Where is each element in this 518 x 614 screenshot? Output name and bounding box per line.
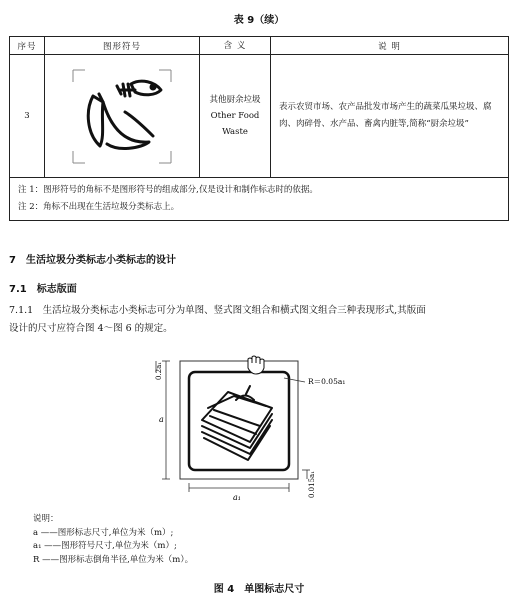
header-description: 说 明	[271, 37, 509, 55]
paragraph-line-2: 设计的尺寸应符合图 4～图 6 的规定。	[9, 323, 173, 334]
note-2: 注 2：角标不出现在生活垃圾分类标志上。	[18, 202, 180, 212]
section-heading-7-1: 7.1 标志版面	[9, 284, 77, 295]
notes-cell	[10, 178, 509, 221]
dim-label-a1: a₁	[233, 493, 241, 502]
dim-label-right: 0.015a₁	[308, 470, 316, 498]
symbol-cell	[45, 55, 200, 178]
figure-legend	[33, 513, 193, 567]
legend-title: 说明：	[33, 514, 59, 524]
header-symbol: 图形符号	[45, 37, 200, 55]
dim-label-a: a	[159, 415, 164, 424]
header-number: 序号	[10, 37, 45, 55]
legend-item-a: a ——图形标志尺寸,单位为米（m）;	[33, 527, 174, 538]
description-cell: 表示农贸市场、农产品批发市场产生的蔬菜瓜果垃圾、腐肉、肉碎骨、水产品、畜禽内脏等,简称“厨余垃圾”	[271, 55, 509, 178]
paragraph-line-1: 7.1.1 生活垃圾分类标志小类标志可分为单图、竖式图文组合和横式图文组合三种表现形式,其版面	[9, 305, 426, 316]
meaning-cell	[200, 55, 271, 178]
legend-item-a1: a₁ ——图形符号尺寸,单位为米（m）;	[33, 541, 177, 551]
dim-label-top: 0.2a₁	[155, 361, 163, 380]
meaning-line-2: Other Food	[210, 111, 260, 121]
table-header-row	[10, 37, 509, 55]
food-waste-symbol-icon	[45, 56, 199, 177]
radius-label: R＝0.05a₁	[308, 377, 346, 386]
figure-4-diagram	[150, 350, 370, 510]
header-meaning: 含 义	[200, 37, 271, 55]
note-1: 注 1：图形符号的角标不是图形符号的组成部分,仅是设计和制作标志时的依据。	[18, 185, 318, 195]
legend-item-r: R ——图形标志倒角半径,单位为米（m）。	[33, 554, 194, 565]
row-number: 3	[10, 55, 45, 178]
table-row	[10, 55, 509, 178]
notes-row	[10, 178, 509, 221]
figure-caption: 图 4 单图标志尺寸	[213, 584, 305, 595]
paragraph-7-1-1	[9, 302, 514, 338]
hand-cursor-icon	[248, 356, 264, 374]
section-heading-7: 7 生活垃圾分类标志小类标志的设计	[9, 255, 176, 266]
meaning-line-1: 其他厨余垃圾	[209, 95, 261, 105]
table-caption: 表 9（续）	[233, 15, 285, 26]
meaning-line-3: Waste	[222, 127, 248, 137]
standards-table	[9, 36, 509, 221]
